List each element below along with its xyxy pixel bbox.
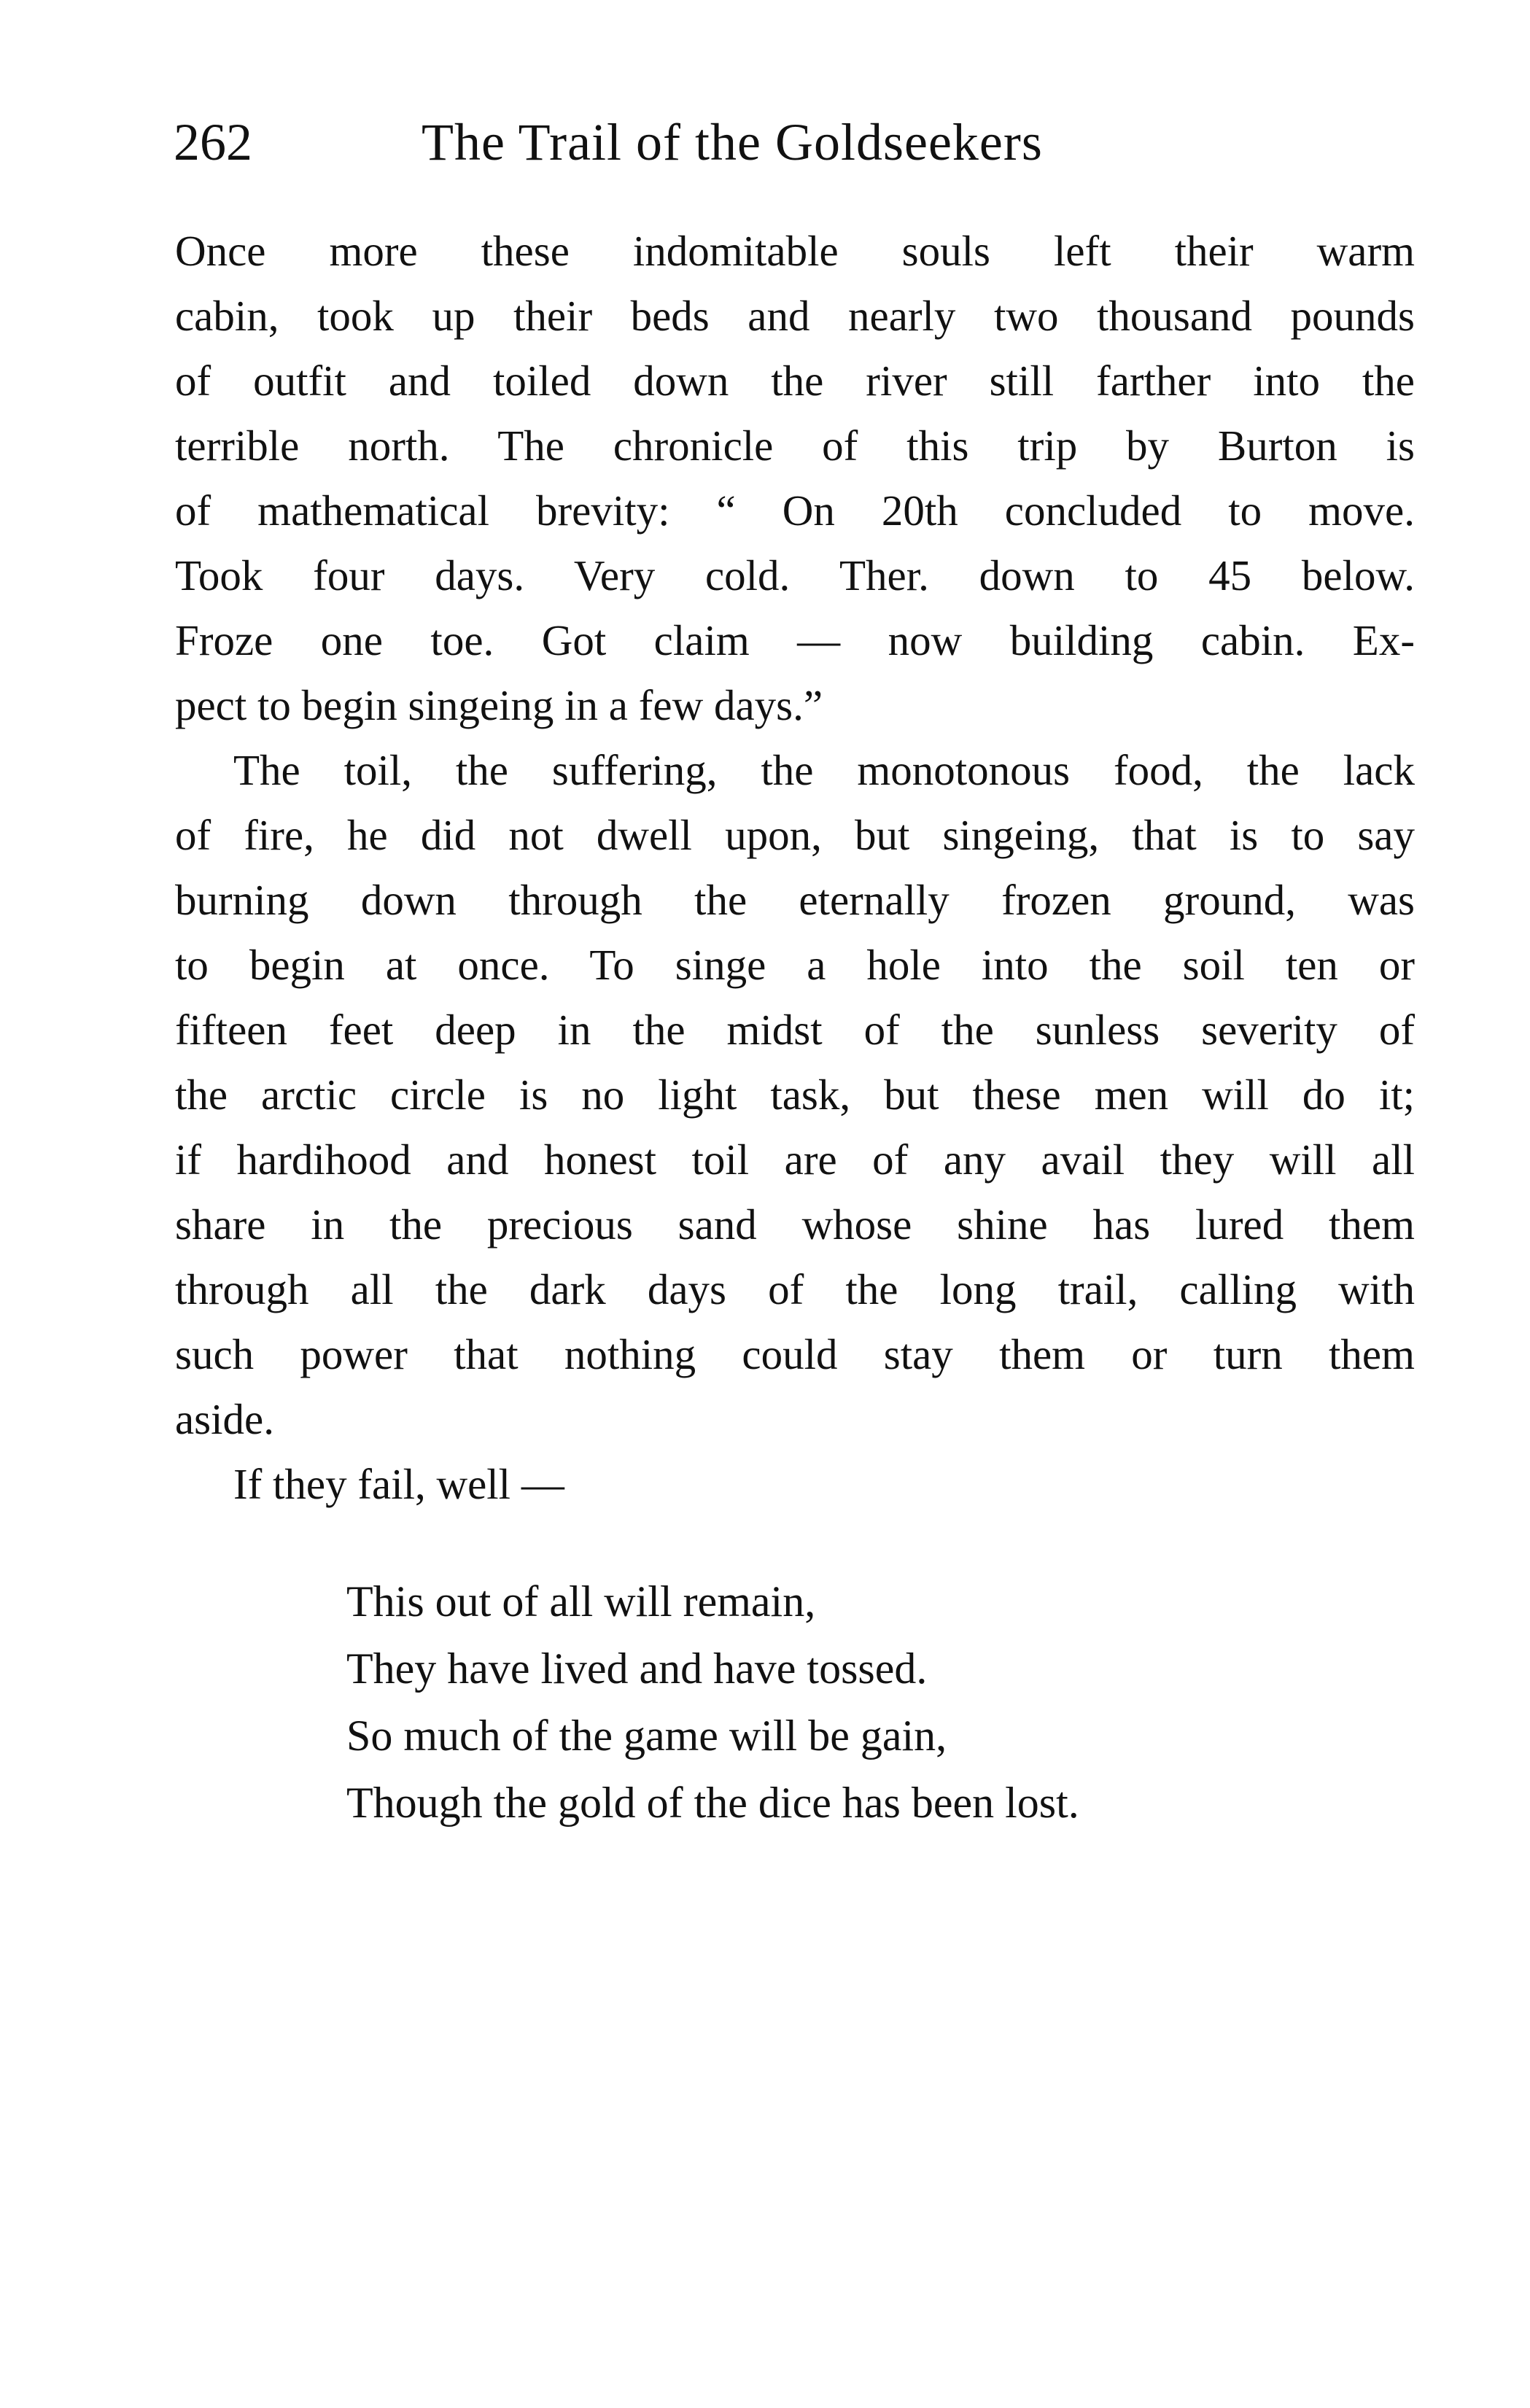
verse-line: They have lived and have tossed. bbox=[346, 1644, 928, 1693]
text-line: If they fail, well — bbox=[233, 1460, 564, 1508]
text-line: pect to begin singeing in a few days.” bbox=[175, 681, 823, 729]
running-title: The Trail of the Goldseekers bbox=[422, 113, 1043, 171]
text-line: aside. bbox=[175, 1395, 274, 1443]
text-line: of fire, he did not dwell upon, but singeing, that is to say bbox=[175, 811, 1415, 859]
text-line: the arctic circle is no light task, but these men will do it; bbox=[175, 1071, 1415, 1119]
running-header bbox=[174, 102, 1195, 182]
text-line: Took four days. Very cold. Ther. down to 45 below. bbox=[175, 551, 1415, 599]
text-line: through all the dark days of the long trail, calling with bbox=[175, 1265, 1415, 1313]
body-text bbox=[175, 219, 1415, 1517]
text-line: of mathematical brevity: “ On 20th concluded to move. bbox=[175, 486, 1415, 535]
paragraph bbox=[175, 1452, 1415, 1517]
page-number: 262 bbox=[174, 113, 252, 171]
text-line: share in the precious sand whose shine has lured them bbox=[175, 1200, 1415, 1248]
text-line: cabin, took up their beds and nearly two thousand pounds bbox=[175, 292, 1415, 340]
text-line: to begin at once. To singe a hole into the soil ten or bbox=[175, 941, 1415, 989]
text-line: Froze one toe. Got claim — now building cabin. Ex- bbox=[175, 616, 1415, 664]
text-line: terrible north. The chronicle of this trip by Burton is bbox=[175, 422, 1415, 470]
text-line: The toil, the suffering, the monotonous food, the lack bbox=[233, 746, 1415, 794]
paragraph bbox=[175, 219, 1415, 738]
text-line: burning down through the eternally frozen ground, was bbox=[175, 876, 1415, 924]
paragraph bbox=[175, 738, 1415, 1452]
text-line: if hardihood and honest toil are of any avail they will all bbox=[175, 1135, 1415, 1184]
verse-line: So much of the game will be gain, bbox=[346, 1712, 947, 1760]
text-line: fifteen feet deep in the midst of the sunless severity of bbox=[175, 1006, 1415, 1054]
text-line: Once more these indomitable souls left their warm bbox=[175, 227, 1415, 275]
text-line: such power that nothing could stay them or turn them bbox=[175, 1330, 1415, 1378]
text-line: of outfit and toiled down the river still farther into the bbox=[175, 357, 1415, 405]
verse-line: This out of all will remain, bbox=[346, 1577, 816, 1626]
verse-line: Though the gold of the dice has been lost. bbox=[346, 1779, 1079, 1827]
verse-stanza bbox=[346, 1568, 1367, 1836]
